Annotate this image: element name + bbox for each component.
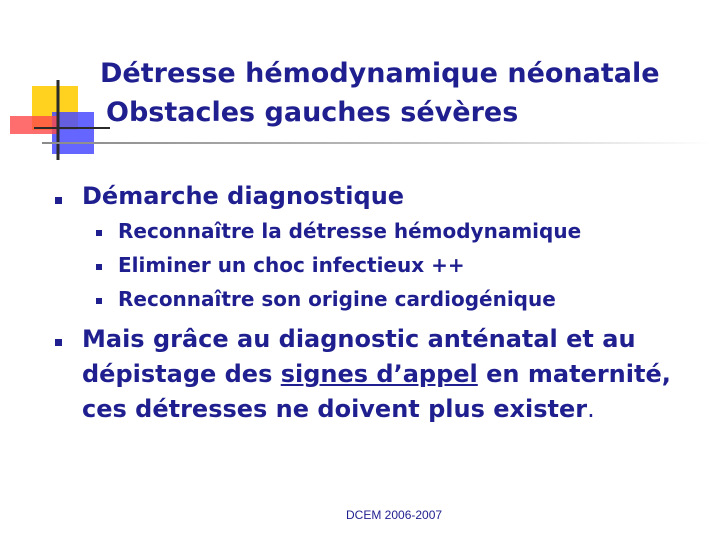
antenatal-text-part2: en maternité, ces détresses ne doivent plus exister [82,360,671,423]
title-divider [42,142,712,144]
antenatal-text-end: . [587,395,595,423]
bullet-square-icon [55,339,62,346]
bullet-demarche: Démarche diagnostique [82,182,405,210]
sub-bullet-square-icon [96,298,102,304]
title-line-2: Obstacles gauches sévères [106,97,519,128]
footer-label: DCEM 2006-2007 [346,508,443,522]
bullet-square-icon [55,197,62,204]
sub-bullet-square-icon [96,230,102,236]
sub-bullet-1: Reconnaître la détresse hémodynamique [118,219,582,243]
antenatal-text-underlined: signes d’appel [280,360,478,388]
sub-bullet-2: Eliminer un choc infectieux ++ [118,253,465,277]
sub-bullet-3: Reconnaître son origine cardiogénique [118,287,556,311]
antenatal-text-part1: Mais grâce au diagnostic anténatal et au dépistage des [82,325,636,388]
title-line-1: Détresse hémodynamique néonatale [100,58,660,89]
sub-bullet-square-icon [96,264,102,270]
slide-title [100,54,710,132]
bullet-antenatal [82,322,682,427]
